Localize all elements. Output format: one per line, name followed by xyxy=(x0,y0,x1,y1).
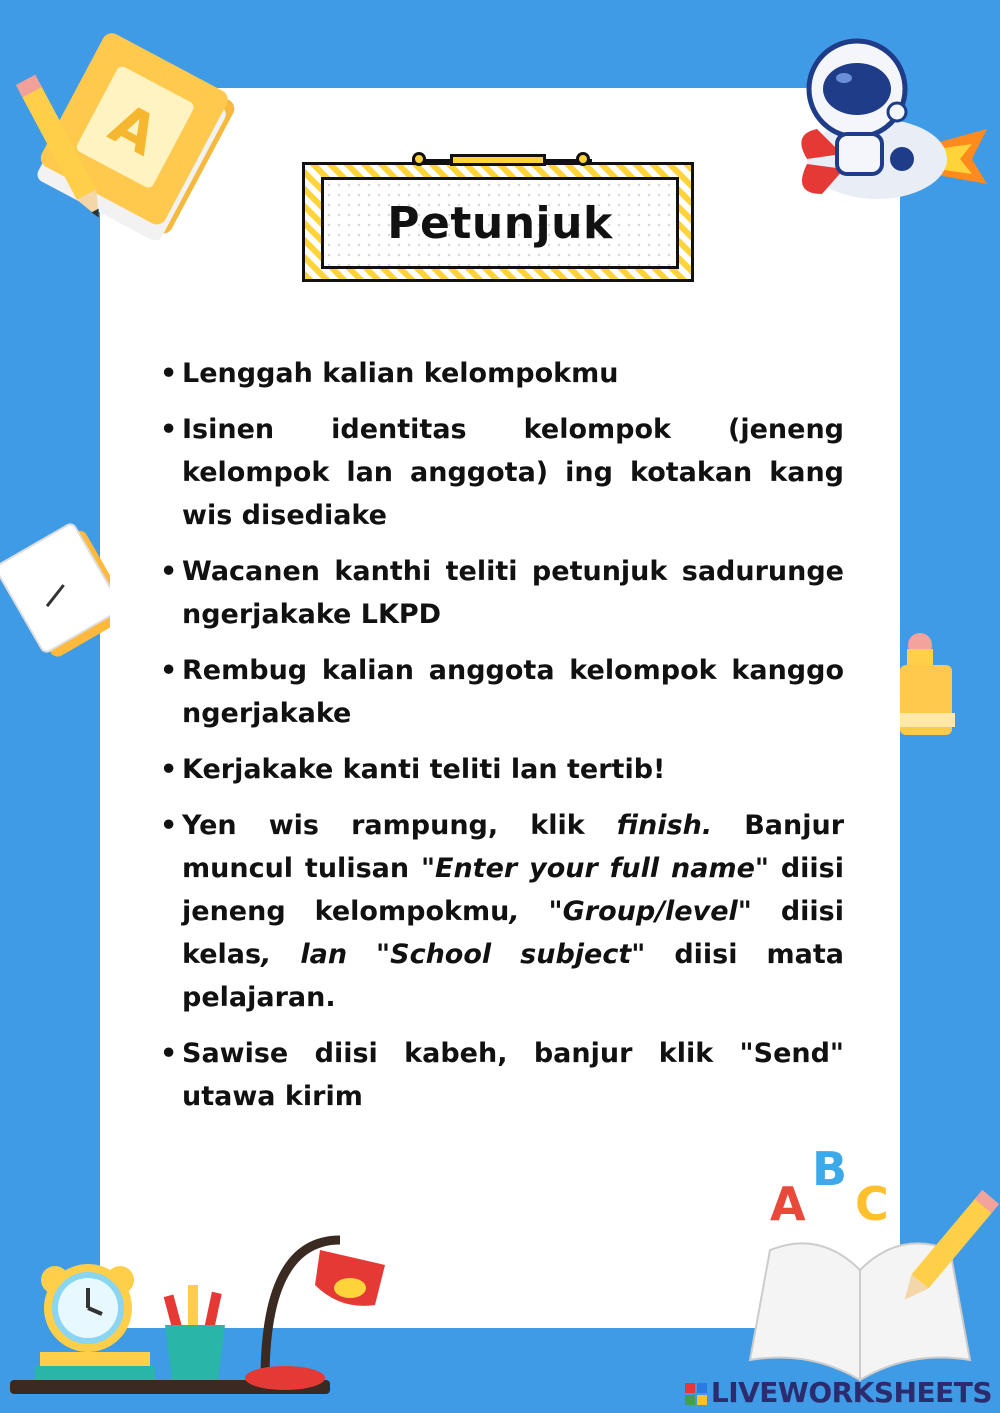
instruction-text: diisi mata pelajaran. xyxy=(182,939,844,1013)
bullet: • xyxy=(160,754,178,785)
title-box xyxy=(302,162,698,286)
title-hanger-dot xyxy=(576,152,590,166)
instruction-text: Banjur muncul tulisan xyxy=(182,810,845,884)
instructions-list xyxy=(160,352,844,1131)
liveworksheets-logo-icon xyxy=(685,1383,707,1405)
abc-letter: B xyxy=(812,1142,848,1196)
instruction-text: , "Group/level" xyxy=(509,896,752,927)
title-hanger-tab xyxy=(450,154,546,166)
instruction-item xyxy=(160,748,844,791)
instruction-item xyxy=(160,804,844,1019)
small-book-icon xyxy=(895,625,960,745)
instruction-item xyxy=(160,1032,844,1118)
pencil-cup-icon xyxy=(164,1285,225,1380)
abc-letter: A xyxy=(770,1177,806,1231)
bullet: • xyxy=(160,414,178,445)
instruction-text: , lan "School subject" xyxy=(261,939,646,970)
instruction-text: Sawise diisi kabeh, banjur klik "Send" utawa kirim xyxy=(182,1038,844,1112)
notebook-icon xyxy=(0,510,110,670)
title-hanger-dot xyxy=(412,152,426,166)
bullet: • xyxy=(160,655,178,686)
title-panel xyxy=(321,177,679,269)
open-book-icon xyxy=(730,1190,1000,1390)
instruction-item xyxy=(160,352,844,395)
book-letter: A xyxy=(99,91,168,170)
instruction-text: Kerjakake kanti teliti lan tertib! xyxy=(182,754,666,785)
instruction-text: Isinen identitas kelompok (jeneng kelompok lan anggota) ing kotakan kang wis disediake xyxy=(182,414,844,531)
title-frame xyxy=(302,162,694,282)
bullet: • xyxy=(160,1038,178,1069)
desk-lamp-icon xyxy=(245,1240,385,1390)
bullet: • xyxy=(160,810,178,841)
instruction-text: finish. xyxy=(616,810,713,841)
instruction-text: Lenggah kalian kelompokmu xyxy=(182,358,619,389)
bullet: • xyxy=(160,556,178,587)
instruction-text: diisi jeneng kelompokmu xyxy=(182,853,844,927)
instruction-text: "Enter your full name" xyxy=(420,853,769,884)
instruction-item xyxy=(160,550,844,636)
instruction-item xyxy=(160,408,844,537)
alarm-clock-icon xyxy=(41,1266,134,1348)
page-title: Petunjuk xyxy=(387,197,613,249)
astronaut-rocket-icon xyxy=(782,34,992,224)
abc-letter: C xyxy=(855,1177,889,1231)
instruction-text: diisi kelas xyxy=(182,896,845,970)
watermark-text: LIVEWORKSHEETS xyxy=(710,1376,992,1409)
instruction-text: Rembug kalian anggota kelompok kanggo ngerjakake xyxy=(182,655,844,729)
bullet: • xyxy=(160,358,178,389)
book-pencil-icon xyxy=(14,30,244,240)
instruction-item xyxy=(160,649,844,735)
instruction-text: Yen wis rampung, klik xyxy=(182,810,617,841)
watermark xyxy=(685,1376,992,1409)
instruction-text: Wacanen kanthi teliti petunjuk sadurunge ngerjakake LKPD xyxy=(182,556,844,630)
desk-scene xyxy=(10,1230,410,1400)
